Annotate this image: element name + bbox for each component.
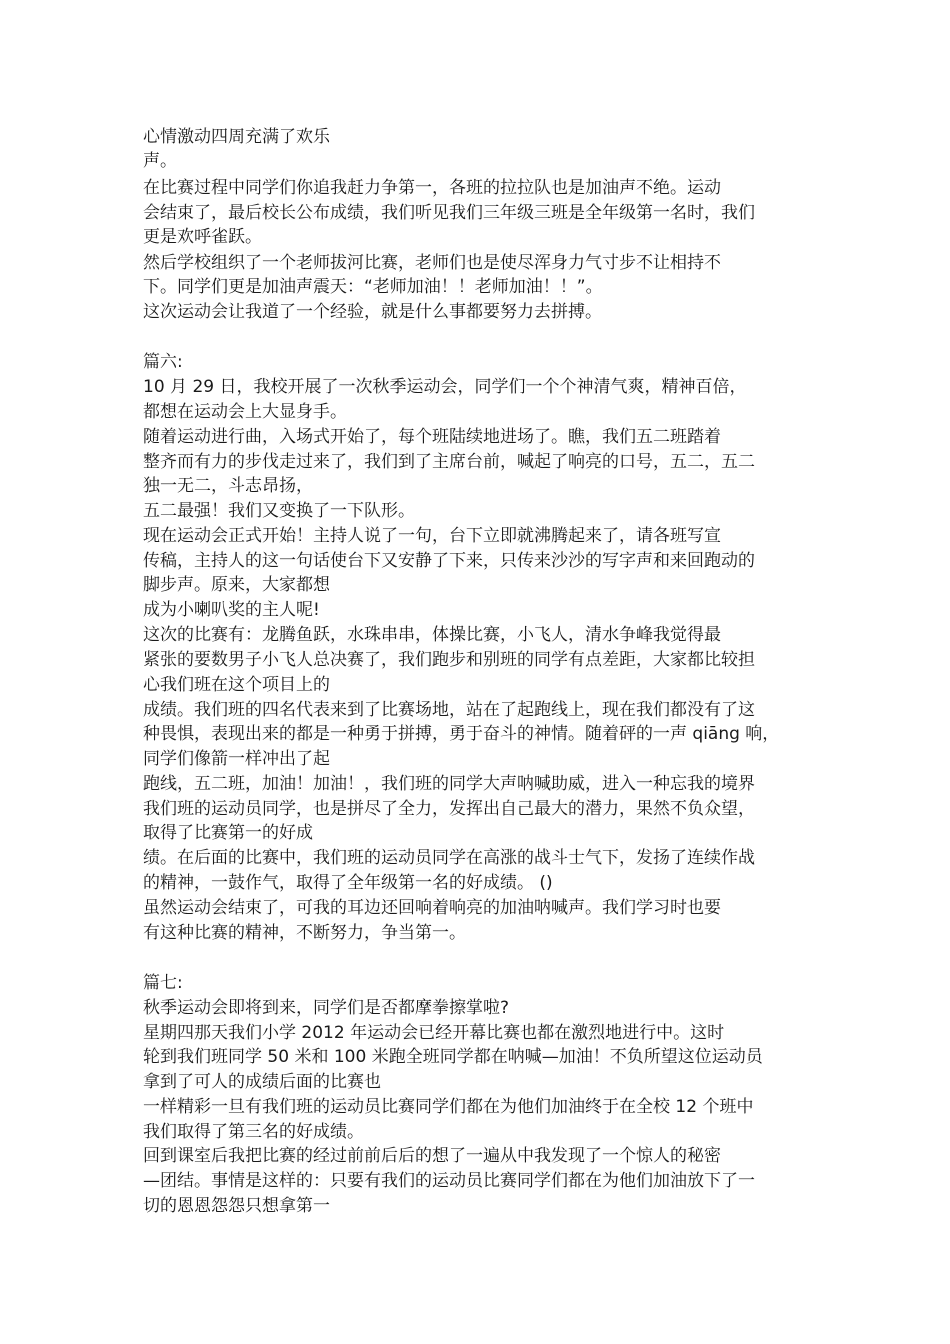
text-line: 心情激动四周充满了欢乐 — [143, 127, 330, 147]
text-line: 10 月 29 日，我校开展了一次秋季运动会，同学们一个个神清气爽，精神百倍， — [143, 377, 747, 397]
text-line: —团结。事情是这样的：只要有我们的运动员比赛同学们都在为他们加油放下了一 — [143, 1171, 755, 1191]
section-heading: 篇七: — [143, 973, 183, 993]
text-line: 声。 — [143, 151, 177, 171]
text-line: 有这种比赛的精神，不断努力，争当第一。 — [143, 923, 466, 943]
text-line: 虽然运动会结束了，可我的耳边还回响着响亮的加油呐喊声。我们学习时也要 — [143, 898, 721, 918]
text-line: 会结束了，最后校长公布成绩，我们听见我们三年级三班是全年级第一名时，我们 — [143, 203, 755, 223]
text-line: 秋季运动会即将到来，同学们是否都摩拳擦掌啦? — [143, 998, 510, 1018]
text-line: 然后学校组织了一个老师拔河比赛，老师们也是使尽浑身力气寸步不让相持不 — [143, 253, 721, 273]
text-line: 我们取得了第三名的好成绩。 — [143, 1122, 364, 1142]
text-line: 更是欢呼雀跃。 — [143, 227, 262, 247]
text-line: 回到课室后我把比赛的经过前前后后的想了一遍从中我发现了一个惊人的秘密 — [143, 1146, 721, 1166]
text-line: 拿到了可人的成绩后面的比赛也 — [143, 1072, 381, 1092]
text-line: 都想在运动会上大显身手。 — [143, 402, 347, 422]
text-line: 成为小喇叭奖的主人呢! — [143, 600, 320, 620]
text-line: 传稿，主持人的这一句话使台下又安静了下来，只传来沙沙的写字声和来回跑动的 — [143, 551, 755, 571]
text-line: 星期四那天我们小学 2012 年运动会已经开幕比赛也都在激烈地进行中。这时 — [143, 1023, 725, 1043]
text-line: 种畏惧，表现出来的都是一种勇于拼搏，勇于奋斗的神情。随着砰的一声 qiāng 响， — [143, 724, 780, 744]
text-line: 成绩。我们班的四名代表来到了比赛场地，站在了起跑线上，现在我们都没有了这 — [143, 700, 755, 720]
text-line: 一样精彩一旦有我们班的运动员比赛同学们都在为他们加油终于在全校 12 个班中 — [143, 1097, 754, 1117]
text-line: 心我们班在这个项目上的 — [143, 675, 330, 695]
text-line: 五二最强！我们又变换了一下队形。 — [143, 501, 415, 521]
text-line: 我们班的运动员同学，也是拼尽了全力，发挥出自己最大的潜力，果然不负众望， — [143, 799, 755, 819]
text-line: 这次的比赛有：龙腾鱼跃，水珠串串，体操比赛，小飞人，清水争峰我觉得最 — [143, 625, 721, 645]
section-heading: 篇六: — [143, 352, 183, 372]
text-line: 下。同学们更是加油声震天：“老师加油！！老师加油！！”。 — [143, 277, 603, 297]
text-line: 在比赛过程中同学们你追我赶力争第一，各班的拉拉队也是加油声不绝。运动 — [143, 178, 721, 198]
text-line: 紧张的要数男子小飞人总决赛了，我们跑步和别班的同学有点差距，大家都比较担 — [143, 650, 755, 670]
text-line: 脚步声。原来，大家都想 — [143, 575, 330, 595]
text-line: 的精神，一鼓作气，取得了全年级第一名的好成绩。 () — [143, 873, 553, 893]
text-line: 同学们像箭一样冲出了起 — [143, 749, 330, 769]
text-line: 这次运动会让我道了一个经验，就是什么事都要努力去拼搏。 — [143, 302, 602, 322]
text-line: 跑线，五二班，加油！加油！，我们班的同学大声呐喊助威，进入一种忘我的境界 — [143, 774, 755, 794]
text-line: 切的恩恩怨怨只想拿第一 — [143, 1196, 330, 1216]
text-line: 整齐而有力的步伐走过来了，我们到了主席台前，喊起了响亮的口号，五二，五二 — [143, 452, 755, 472]
text-line: 绩。在后面的比赛中，我们班的运动员同学在高涨的战斗士气下，发扬了连续作战 — [143, 848, 755, 868]
text-line: 随着运动进行曲，入场式开始了，每个班陆续地进场了。瞧，我们五二班踏着 — [143, 427, 721, 447]
text-line: 轮到我们班同学 50 米和 100 米跑全班同学都在呐喊—加油！不负所望这位运动员 — [143, 1047, 763, 1067]
text-line: 独一无二，斗志昂扬， — [143, 476, 313, 496]
text-line: 取得了比赛第一的好成 — [143, 823, 313, 843]
text-line: 现在运动会正式开始！主持人说了一句，台下立即就沸腾起来了，请各班写宣 — [143, 526, 721, 546]
